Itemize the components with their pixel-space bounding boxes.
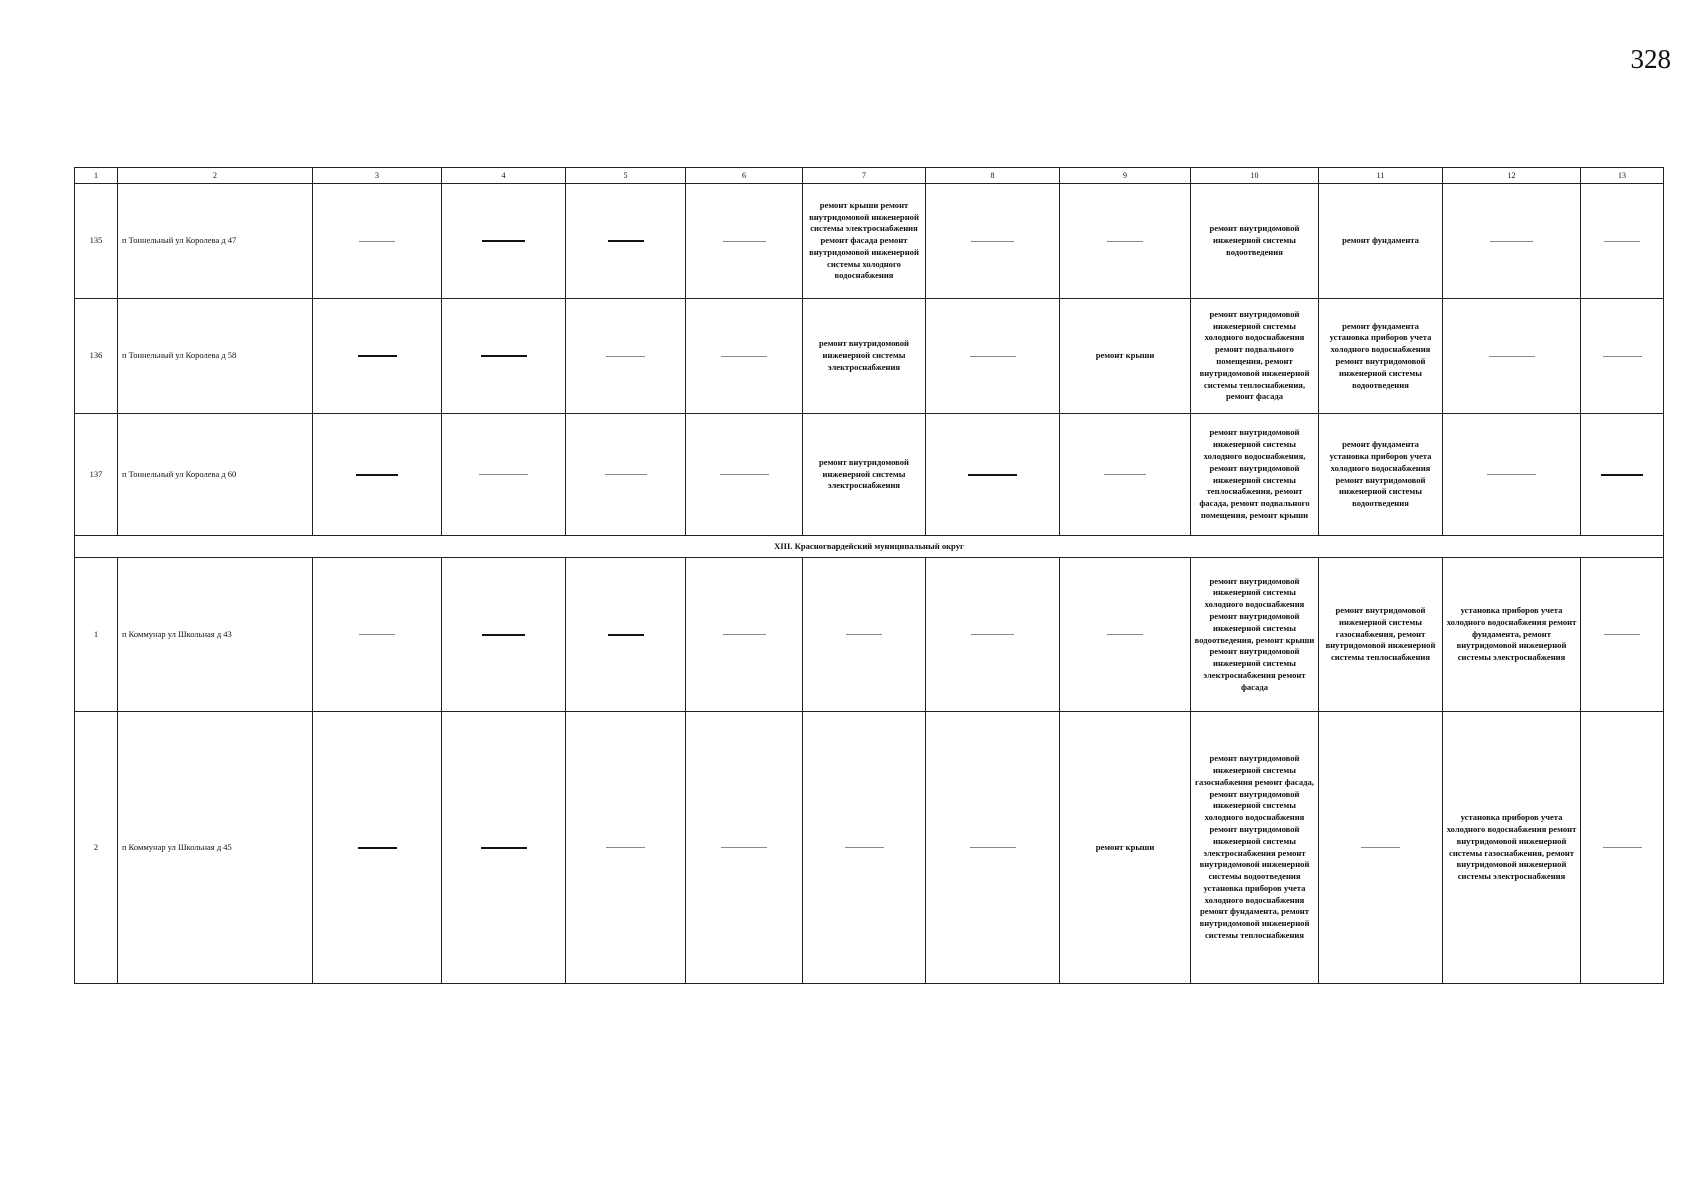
empty-dash-cell (686, 712, 803, 984)
work-description-cell: ремонт внутридомовой инженерной системы электроснабжения (803, 414, 926, 536)
work-description-cell: ремонт внутридомовой инженерной системы холодного водоснабжения ремонт внутридомовой инженерной системы водоотведения, ремонт крыши ремонт внутридомовой инженерной системы электроснабжения ремонт фасада (1191, 558, 1319, 712)
work-description-cell: ремонт крыши (1060, 712, 1191, 984)
dash-mark (1601, 474, 1643, 476)
dash-mark (606, 356, 645, 357)
table-row (75, 184, 1664, 299)
empty-dash-cell (313, 712, 442, 984)
table-row (75, 712, 1664, 984)
empty-dash-cell (1443, 414, 1581, 536)
dash-mark (1489, 356, 1535, 357)
work-description-cell: ремонт внутридомовой инженерной системы холодного водоснабжения, ремонт внутридомовой инженерной системы теплоснабжения, ремонт фасада, ремонт подвального помещения, ремонт крыши (1191, 414, 1319, 536)
section-title: XIII. Красногвардейский муниципальный округ (75, 536, 1664, 558)
empty-dash-cell (686, 184, 803, 299)
row-number-cell: 137 (75, 414, 118, 536)
empty-dash-cell (442, 299, 566, 414)
dash-mark (846, 634, 882, 635)
dash-mark (608, 634, 644, 636)
dash-mark (1487, 474, 1536, 475)
empty-dash-cell (686, 414, 803, 536)
empty-dash-cell (1581, 414, 1664, 536)
column-header: 13 (1581, 168, 1664, 184)
dash-mark (720, 474, 769, 475)
empty-dash-cell (1443, 184, 1581, 299)
work-description-cell: установка приборов учета холодного водоснабжения ремонт фундамента, ремонт внутридомовой инженерной системы электроснабжения (1443, 558, 1581, 712)
empty-dash-cell (1581, 712, 1664, 984)
work-description-cell: ремонт внутридомовой инженерной системы газоснабжения ремонт фасада, ремонт внутридомовой инженерной системы холодного водоснабжения ремонт внутридомовой инженерной системы электроснабжения ремонт внутридомовой инженерной системы водоотведения установка приборов учета холодного водоснабжения ремонт фундамента, ремонт внутридомовой инженерной системы теплоснабжения (1191, 712, 1319, 984)
dash-mark (721, 847, 767, 848)
table-row (75, 299, 1664, 414)
dash-mark (968, 474, 1017, 476)
row-number-cell: 2 (75, 712, 118, 984)
empty-dash-cell (1060, 558, 1191, 712)
dash-mark (358, 355, 397, 357)
empty-dash-cell (313, 299, 442, 414)
empty-dash-cell (686, 558, 803, 712)
address-cell: п Тоннельный ул Королева д 58 (118, 299, 313, 414)
empty-dash-cell (1319, 712, 1443, 984)
empty-dash-cell (566, 184, 686, 299)
work-description-cell: ремонт крыши (1060, 299, 1191, 414)
dash-mark (1490, 241, 1533, 242)
dash-mark (971, 241, 1014, 242)
dash-mark (1107, 241, 1143, 242)
column-header: 7 (803, 168, 926, 184)
dash-mark (481, 847, 527, 849)
dash-mark (723, 241, 766, 242)
empty-dash-cell (566, 299, 686, 414)
work-description-cell: установка приборов учета холодного водоснабжения ремонт внутридомовой инженерной системы газоснабжения, ремонт внутридомовой инженерной системы электроснабжения (1443, 712, 1581, 984)
work-description-cell: ремонт внутридомовой инженерной системы газоснабжения, ремонт внутридомовой инженерной системы теплоснабжения (1319, 558, 1443, 712)
address-cell: п Коммунар ул Школьная д 43 (118, 558, 313, 712)
empty-dash-cell (926, 712, 1060, 984)
address-cell: п Тоннельный ул Королева д 60 (118, 414, 313, 536)
work-description-cell: ремонт внутридомовой инженерной системы холодного водоснабжения ремонт подвального помещения, ремонт внутридомовой инженерной системы теплоснабжения, ремонт фасада (1191, 299, 1319, 414)
dash-mark (723, 634, 766, 635)
empty-dash-cell (926, 414, 1060, 536)
column-header: 9 (1060, 168, 1191, 184)
empty-dash-cell (1060, 184, 1191, 299)
work-description-cell: ремонт внутридомовой инженерной системы электроснабжения (803, 299, 926, 414)
row-number-cell: 136 (75, 299, 118, 414)
table-row (75, 414, 1664, 536)
empty-dash-cell (926, 299, 1060, 414)
table-row (75, 558, 1664, 712)
section-row (75, 536, 1664, 558)
row-number-cell: 135 (75, 184, 118, 299)
column-header: 12 (1443, 168, 1581, 184)
column-header: 6 (686, 168, 803, 184)
dash-mark (845, 847, 884, 848)
work-description-cell: ремонт фундамента (1319, 184, 1443, 299)
empty-dash-cell (566, 712, 686, 984)
empty-dash-cell (442, 184, 566, 299)
dash-mark (608, 240, 644, 242)
dash-mark (1361, 847, 1400, 848)
empty-dash-cell (803, 558, 926, 712)
dash-mark (970, 847, 1016, 848)
dash-mark (1603, 847, 1642, 848)
address-cell: п Тоннельный ул Королева д 47 (118, 184, 313, 299)
empty-dash-cell (442, 414, 566, 536)
work-description-cell: ремонт крыши ремонт внутридомовой инженерной системы электроснабжения ремонт фасада ремонт внутридомовой инженерной системы холодного водоснабжения (803, 184, 926, 299)
empty-dash-cell (1581, 299, 1664, 414)
empty-dash-cell (566, 414, 686, 536)
dash-mark (970, 356, 1016, 357)
dash-mark (971, 634, 1014, 635)
empty-dash-cell (313, 558, 442, 712)
column-header: 11 (1319, 168, 1443, 184)
empty-dash-cell (926, 558, 1060, 712)
work-description-cell: ремонт фундамента установка приборов учета холодного водоснабжения ремонт внутридомовой инженерной системы водоотведения (1319, 299, 1443, 414)
work-description-cell: ремонт внутридомовой инженерной системы водоотведения (1191, 184, 1319, 299)
empty-dash-cell (566, 558, 686, 712)
column-header: 5 (566, 168, 686, 184)
empty-dash-cell (313, 184, 442, 299)
empty-dash-cell (1581, 558, 1664, 712)
dash-mark (356, 474, 398, 476)
dash-mark (479, 474, 528, 475)
empty-dash-cell (1443, 299, 1581, 414)
dash-mark (481, 355, 527, 357)
row-number-cell: 1 (75, 558, 118, 712)
dash-mark (1604, 634, 1640, 635)
work-description-cell: ремонт фундамента установка приборов учета холодного водоснабжения ремонт внутридомовой инженерной системы водоотведения (1319, 414, 1443, 536)
dash-mark (605, 474, 647, 475)
empty-dash-cell (1581, 184, 1664, 299)
dash-mark (358, 847, 397, 849)
dash-mark (1604, 241, 1640, 242)
empty-dash-cell (1060, 414, 1191, 536)
empty-dash-cell (686, 299, 803, 414)
dash-mark (721, 356, 767, 357)
column-number-row (75, 168, 1664, 184)
column-header: 8 (926, 168, 1060, 184)
dash-mark (1107, 634, 1143, 635)
dash-mark (606, 847, 645, 848)
dash-mark (359, 241, 395, 242)
empty-dash-cell (926, 184, 1060, 299)
dash-mark (482, 240, 525, 242)
dash-mark (1104, 474, 1146, 475)
page-number: 328 (1630, 44, 1671, 74)
column-header: 1 (75, 168, 118, 184)
column-header: 10 (1191, 168, 1319, 184)
column-header: 4 (442, 168, 566, 184)
empty-dash-cell (442, 712, 566, 984)
empty-dash-cell (442, 558, 566, 712)
column-header: 3 (313, 168, 442, 184)
dash-mark (482, 634, 525, 636)
address-cell: п Коммунар ул Школьная д 45 (118, 712, 313, 984)
empty-dash-cell (313, 414, 442, 536)
column-header: 2 (118, 168, 313, 184)
register-table (74, 167, 1664, 984)
dash-mark (359, 634, 395, 635)
empty-dash-cell (803, 712, 926, 984)
dash-mark (1603, 356, 1642, 357)
